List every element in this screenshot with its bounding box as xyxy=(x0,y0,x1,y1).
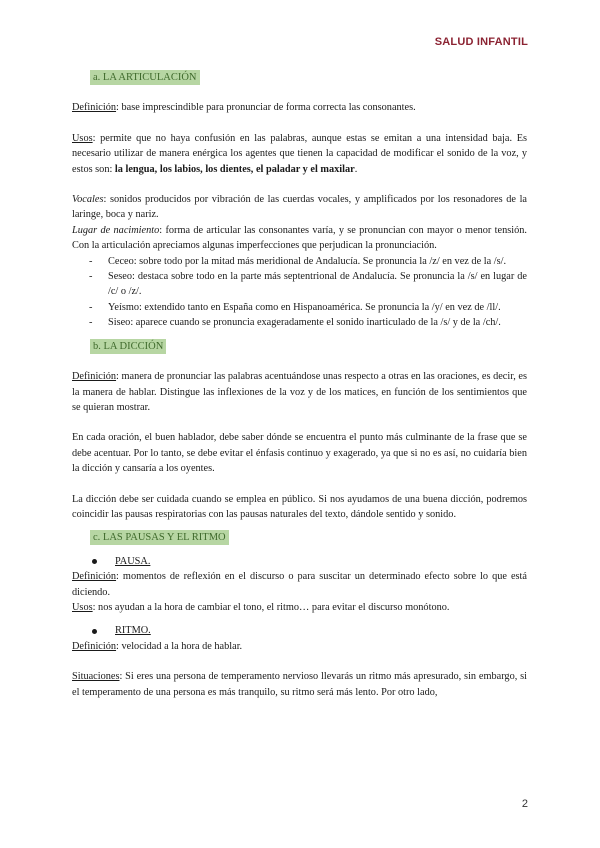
bullet-ritmo: RITMO. xyxy=(92,623,527,638)
vocales-paragraph: Vocales: sonidos producidos por vibración de las cuerdas vocales, y amplificados por los resonadores de la laringe, boca y nariz. xyxy=(72,194,527,221)
section-heading: a. LA ARTICULACIÓN xyxy=(90,70,200,85)
imperfections-list xyxy=(72,254,527,331)
section-heading: c. LAS PAUSAS Y EL RITMO xyxy=(90,530,229,545)
definition-paragraph: Definición: base imprescindible para pronunciar de forma correcta las consonantes. xyxy=(72,102,416,114)
section-pausas-ritmo xyxy=(72,530,527,700)
list-item: - Yeísmo: extendido tanto en España como en Hispanoamérica. Se pronuncia la /y/ en vez de /ll/. xyxy=(108,300,527,315)
definition-paragraph: Definición: velocidad a la hora de hablar. xyxy=(72,640,243,652)
section-diccion xyxy=(72,339,527,523)
page-number: 2 xyxy=(521,798,528,810)
lugar-paragraph: Lugar de nacimiento: forma de articular las consonantes varía, y se pronuncian con mayor o menor tensión. Con la articulación apreciamos algunas imperfecciones que perjudican la pronunciación. xyxy=(72,224,527,252)
list-item: - Siseo: aparece cuando se pronuncia exageradamente el sonido inarticulado de la /s/ y de la /ch/. xyxy=(108,315,527,330)
bullet-icon xyxy=(92,559,97,564)
running-header: SALUD INFANTIL xyxy=(434,36,528,48)
section-heading: b. LA DICCIÓN xyxy=(90,339,166,354)
usos-paragraph: Usos: permite que no haya confusión en las palabras, aunque estas se emitan a una intensidad baja. Es necesario utilizar de manera enérgica los agentes que tienen la capacidad de modificar el sonido de la voz, y estos son: la lengua, los labios, los dientes, el paladar y el maxilar. xyxy=(72,132,527,175)
section-articulacion xyxy=(72,70,527,331)
list-item: - Seseo: destaca sobre todo en la parte más septentrional de Andalucía. Se pronuncia la /s/ en lugar de /c/ o /z/. xyxy=(108,269,527,300)
usos-paragraph: Usos: nos ayudan a la hora de cambiar el tono, el ritmo… para evitar el discurso monótono. xyxy=(72,601,450,613)
bullet-pausa: PAUSA. xyxy=(92,554,527,569)
paragraph: En cada oración, el buen hablador, debe saber dónde se encuentra el punto más culminante de la frase que se debe acentuar. Por lo tanto, se debe evitar el énfasis continuo y exagerado, ya que si no es así, no cuidaría bien la dicción y cansaría a los oyentes. xyxy=(72,432,527,475)
document-body xyxy=(72,70,527,700)
list-item: - Ceceo: sobre todo por la mitad más meridional de Andalucía. Se pronuncia la /z/ en vez de la /s/. xyxy=(108,254,527,269)
situaciones-paragraph: Situaciones: Si eres una persona de temperamento nervioso llevarás un ritmo más apresurado, sin embargo, si el temperamento de una persona es más tranquilo, su ritmo será más lento. Por otro lado, xyxy=(72,671,527,698)
definition-paragraph: Definición: momentos de reflexión en el discurso o para suscitar un determinado efecto sobre lo que está diciendo. xyxy=(72,571,527,598)
paragraph: La dicción debe ser cuidada cuando se emplea en público. Si nos ayudamos de una buena dicción, podremos coincidir las pausas respiratorias con las pausas naturales del texto, dándole sentido y sonido. xyxy=(72,493,527,520)
bullet-icon xyxy=(92,629,97,634)
definition-paragraph: Definición: manera de pronunciar las palabras acentuándose unas respecto a otras en las oraciones, es decir, es la manera de hablar. Distingue las inflexiones de la voz y de los matices, en función de los sentimientos que se quieran mostrar. xyxy=(72,371,527,413)
